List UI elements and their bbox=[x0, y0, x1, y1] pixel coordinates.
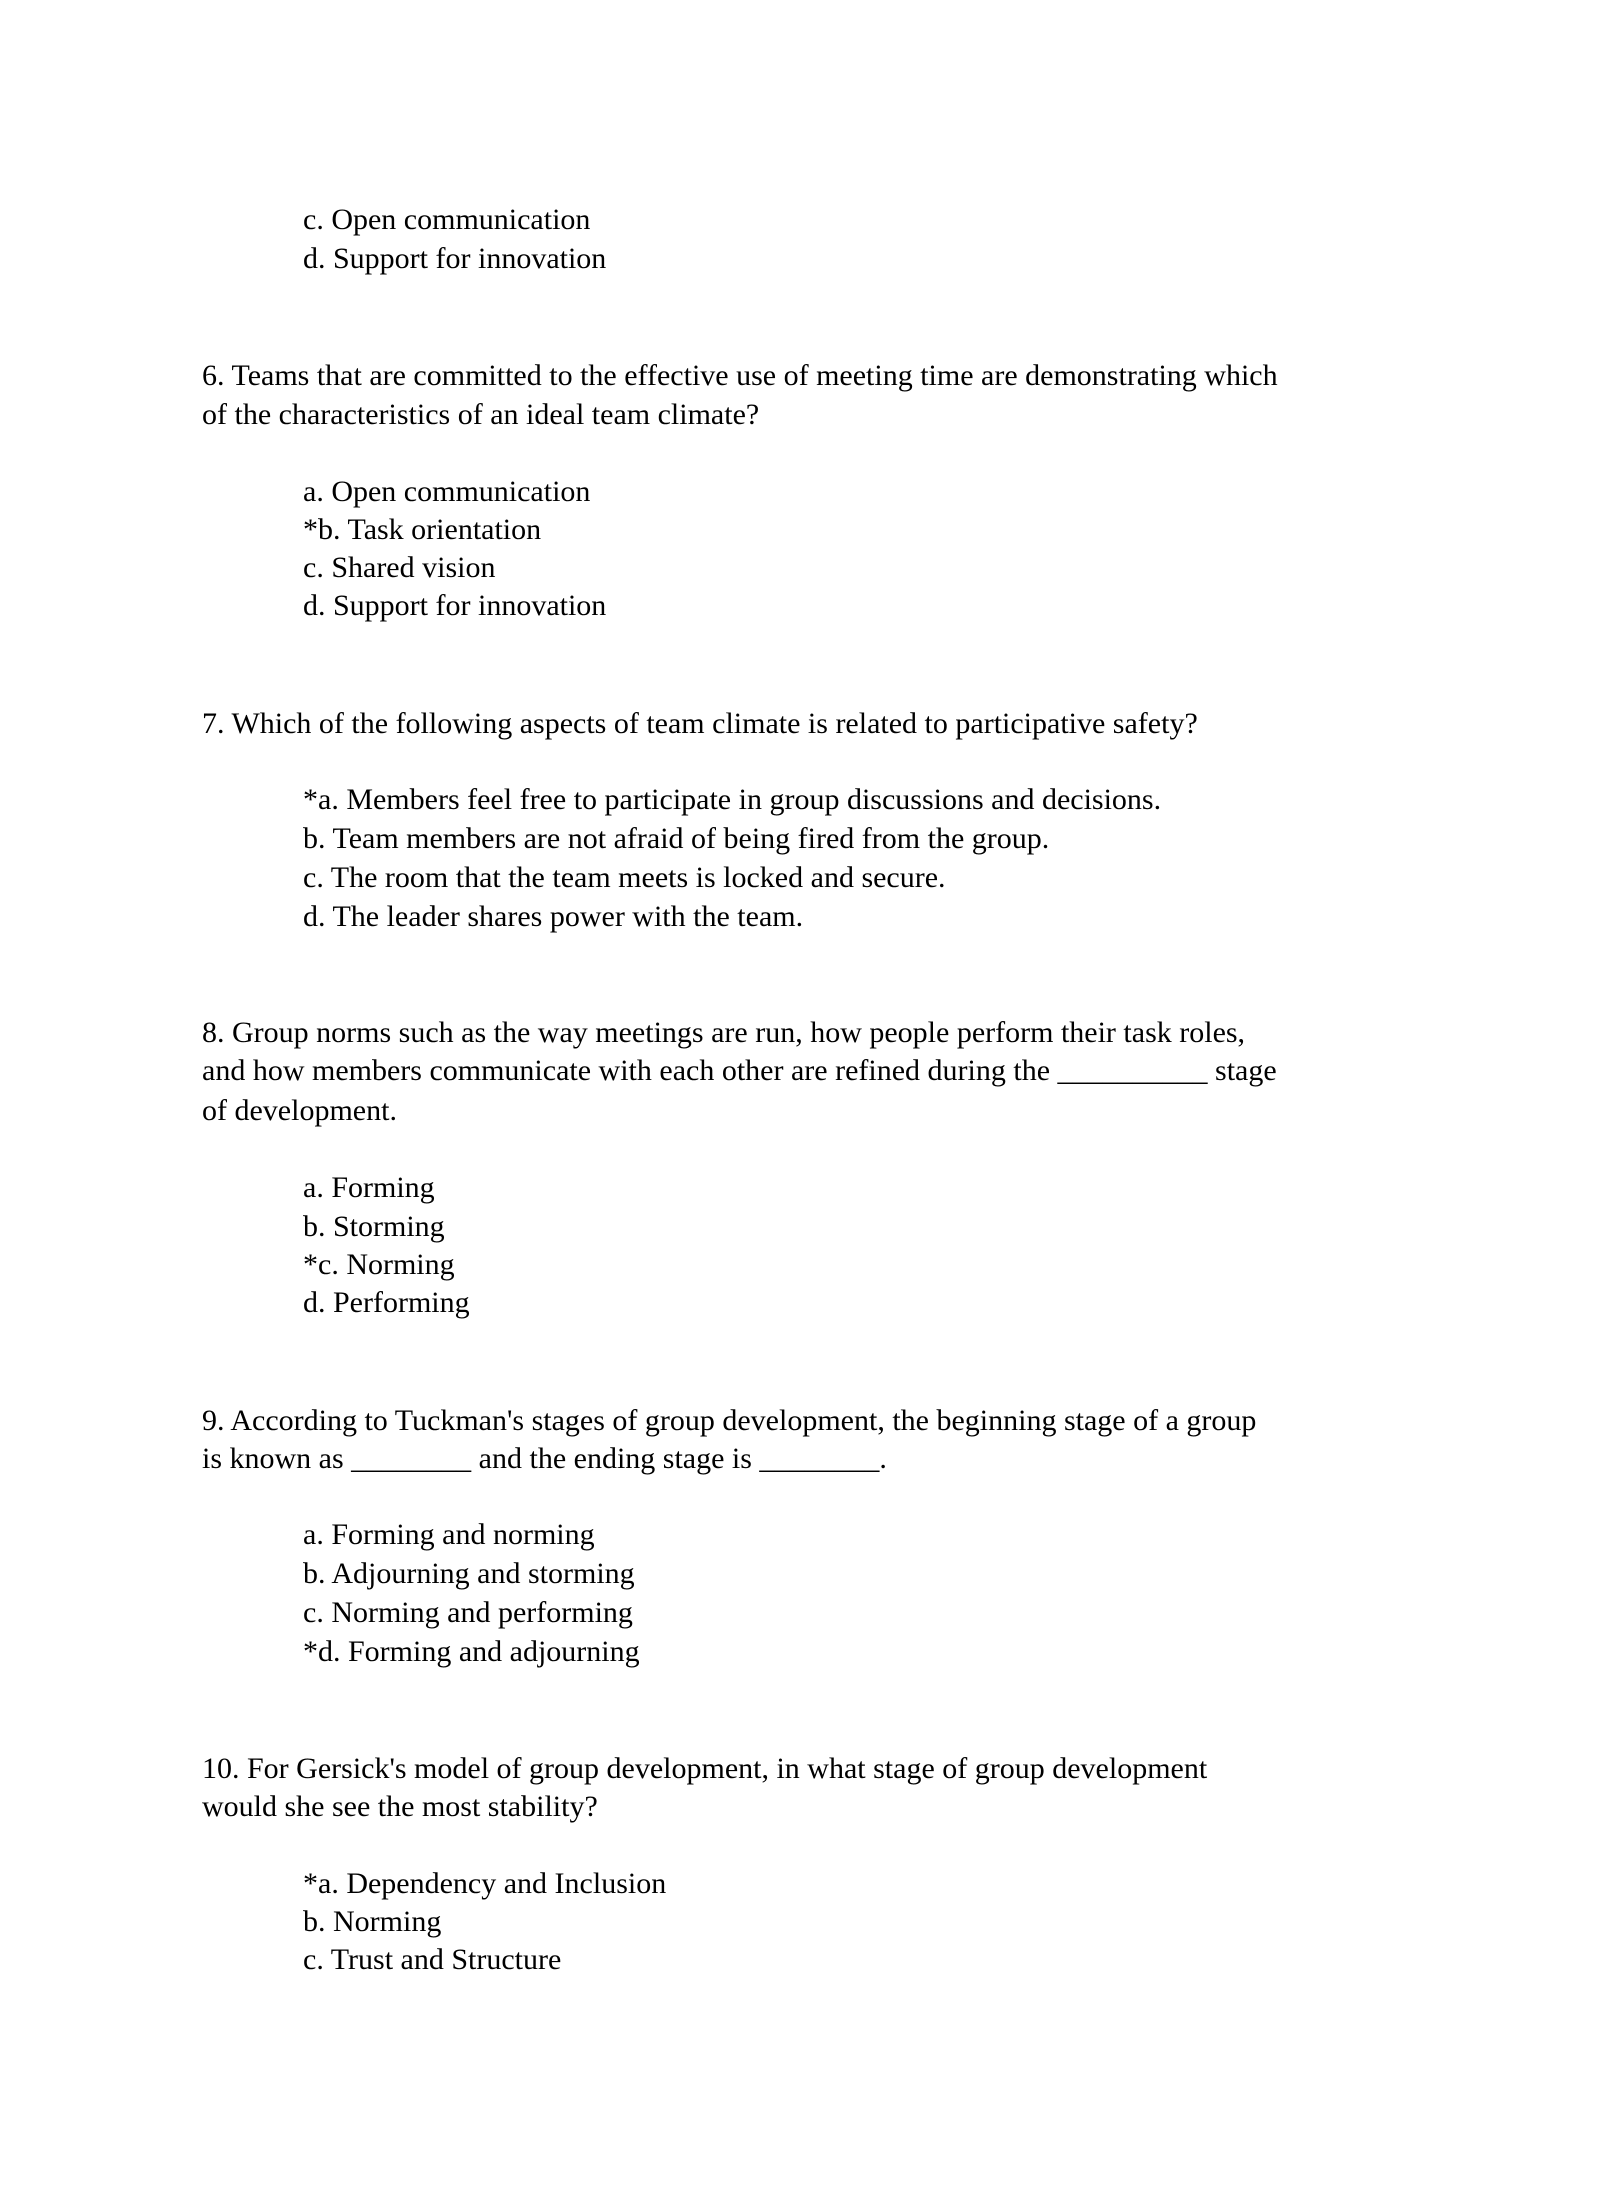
answer-option: a. Forming bbox=[303, 1171, 435, 1204]
answer-option-correct: *a. Dependency and Inclusion bbox=[303, 1867, 667, 1900]
answer-option: b. Adjourning and storming bbox=[303, 1557, 635, 1590]
answer-option: d. Performing bbox=[303, 1286, 470, 1319]
question-text: is known as ________ and the ending stage is ________. bbox=[202, 1442, 887, 1475]
question-text: 8. Group norms such as the way meetings are run, how people perform their task roles, bbox=[202, 1016, 1246, 1049]
question-text: 7. Which of the following aspects of team climate is related to participative safety? bbox=[202, 707, 1198, 740]
answer-option-correct: *c. Norming bbox=[303, 1248, 455, 1281]
question-text: 6. Teams that are committed to the effective use of meeting time are demonstrating which bbox=[202, 359, 1278, 392]
answer-option: c. Shared vision bbox=[303, 551, 496, 584]
answer-option-correct: *b. Task orientation bbox=[303, 513, 542, 546]
answer-option: a. Forming and norming bbox=[303, 1518, 595, 1551]
answer-option: d. Support for innovation bbox=[303, 242, 607, 275]
question-text: of development. bbox=[202, 1094, 397, 1127]
question-text: and how members communicate with each other are refined during the __________ stage bbox=[202, 1054, 1277, 1087]
question-text: would she see the most stability? bbox=[202, 1790, 598, 1823]
answer-option: c. Trust and Structure bbox=[303, 1943, 562, 1976]
answer-option: c. Open communication bbox=[303, 203, 591, 236]
question-text: 10. For Gersick's model of group development, in what stage of group development bbox=[202, 1752, 1208, 1785]
question-text: 9. According to Tuckman's stages of group development, the beginning stage of a group bbox=[202, 1404, 1257, 1437]
answer-option: d. Support for innovation bbox=[303, 589, 607, 622]
answer-option-correct: *a. Members feel free to participate in group discussions and decisions. bbox=[303, 783, 1162, 816]
answer-option: b. Storming bbox=[303, 1210, 445, 1243]
answer-option: a. Open communication bbox=[303, 475, 591, 508]
answer-option: d. The leader shares power with the team. bbox=[303, 900, 804, 933]
answer-option-correct: *d. Forming and adjourning bbox=[303, 1635, 640, 1668]
question-text: of the characteristics of an ideal team climate? bbox=[202, 398, 760, 431]
answer-option: b. Team members are not afraid of being fired from the group. bbox=[303, 822, 1050, 855]
answer-option: b. Norming bbox=[303, 1905, 442, 1938]
answer-option: c. The room that the team meets is locked and secure. bbox=[303, 861, 946, 894]
answer-option: c. Norming and performing bbox=[303, 1596, 633, 1629]
